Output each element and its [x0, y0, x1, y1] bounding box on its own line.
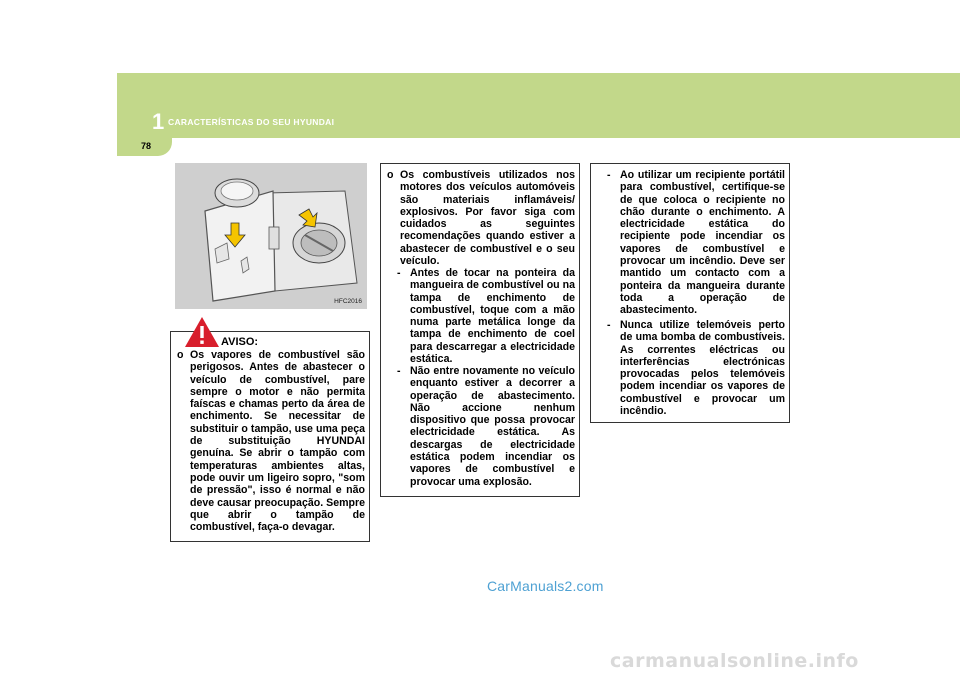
fuel-door-illustration	[175, 163, 367, 309]
chapter-number: 1	[152, 109, 165, 134]
bullet-marker: o	[387, 169, 394, 181]
precaution-text: Não entre novamente no veículo enquanto estiver a decorrer a operação de abastecimento. Não accione nenhum dispositivo que possa provocar electricidade estática. As descargas de electricidade estática podem incendiar os vapores de combustível e provocar uma explosão.	[410, 365, 575, 488]
precaution-text: Antes de tocar na ponteira da mangueira de combustível ou na tampa de enchimento de combustível, toque com a mão numa parte metálica longe da tampa de enchimento de coel para descarregar a electricidade estática.	[410, 267, 575, 366]
warning-text: Os vapores de combustível são perigosos. Antes de abastecer o veículo de combustível, pare sempre o motor e não permita faíscas e chamas perto da área de enchimento. Se necessitar de substituir o tampão, use uma peça de substituição HYUNDAI genuína. Se abrir o tampão com temperaturas ambientes altas, pode ouvir um ligeiro sopro, "som de pressão", isso é normal e não deve causar preocupação. Sempre que abrir o tampão de combustível, faça-o devagar.	[190, 349, 365, 534]
watermark-text: carmanualsonline.info	[610, 650, 859, 672]
intro-item	[387, 169, 575, 268]
precaution-item	[607, 319, 785, 418]
footer-logo-link[interactable]: CarManuals2.com	[487, 578, 604, 594]
precaution-item	[397, 365, 575, 488]
precaution-item	[607, 169, 785, 317]
dash-marker: -	[607, 319, 611, 331]
warning-title: AVISO:	[221, 336, 259, 348]
fuel-door-drawing	[175, 163, 367, 309]
precaution-text: Ao utilizar um recipiente portátil para combustível, certifique-se de que coloca o recipiente no chão durante o enchimento. A electricidade estática do recipiente pode incendiar os vapores de combustível e provocar um incêndio. Deve ser mantido um contacto com a ponteira da mangueira durante toda a operação de abastecimento.	[620, 169, 785, 317]
dash-marker: -	[397, 365, 401, 377]
dash-marker: -	[607, 169, 611, 181]
precaution-item	[397, 267, 575, 366]
page-number: 78	[141, 141, 152, 151]
precautions-box-continued	[590, 163, 790, 423]
warning-item	[177, 349, 365, 534]
figure-code: HFC2016	[334, 298, 362, 305]
header-band	[117, 73, 960, 138]
warning-triangle-icon	[184, 316, 220, 348]
precautions-box	[380, 163, 580, 497]
warning-box	[170, 331, 370, 542]
chapter-title: CARACTERÍSTICAS DO SEU HYUNDAI	[168, 117, 335, 127]
bullet-marker: o	[177, 349, 184, 361]
precaution-text: Nunca utilize telemóveis perto de uma bomba de combustíveis. As correntes eléctricas ou interferências electrónicas provocadas pelos telemóveis podem incendiar os vapores de combustível e provocar um incêndio.	[620, 319, 785, 418]
intro-text: Os combustíveis utilizados nos motores dos veículos automóveis são materiais inflamáveis/ explosivos. Por favor siga com cuidados as seguintes recomendações quando estiver a abastecer de combustível e o seu veículo.	[400, 169, 575, 268]
dash-marker: -	[397, 267, 401, 279]
